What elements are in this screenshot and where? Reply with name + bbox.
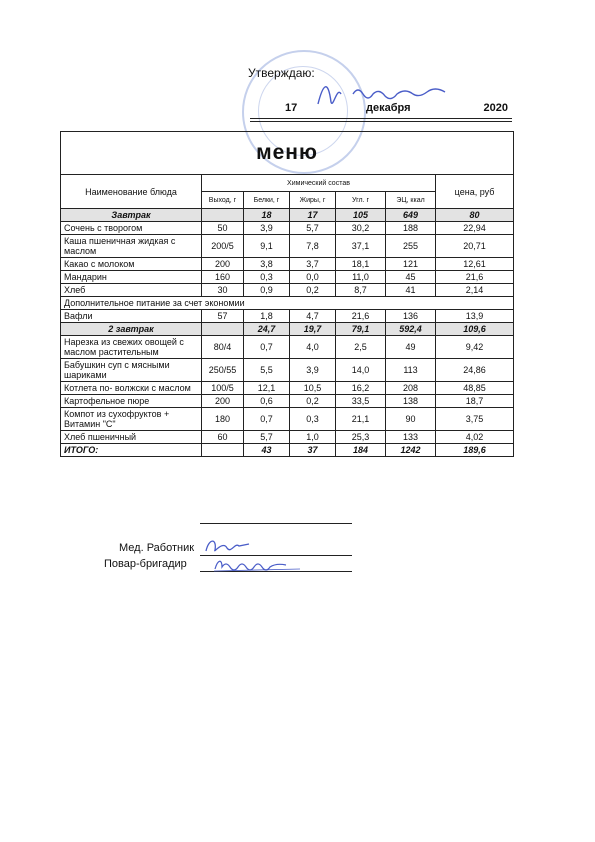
dish-energy: 121 [386,258,436,271]
dish-price: 21,6 [436,271,514,284]
header-dish: Наименование блюда [61,175,202,209]
section-carb: 105 [336,209,386,222]
dish-energy: 41 [386,284,436,297]
dish-protein: 0,7 [244,408,290,431]
dish-carb: 2,5 [336,336,386,359]
dish-fat: 0,3 [290,408,336,431]
dish-protein: 9,1 [244,235,290,258]
dish-row [61,258,514,271]
dish-name: Каша пшеничная жидкая с маслом [61,235,202,258]
dish-row [61,284,514,297]
date-month: декабря [366,102,411,114]
section-fat: 19,7 [290,323,336,336]
dish-energy: 45 [386,271,436,284]
dish-energy: 49 [386,336,436,359]
dish-yield: 180 [202,408,244,431]
dish-yield: 200/5 [202,235,244,258]
section-yield [202,209,244,222]
dish-name: Бабушкин суп с мясными шариками [61,359,202,382]
approval-underline [250,121,512,122]
dish-yield: 60 [202,431,244,444]
total-row [61,444,514,457]
section-protein: 18 [244,209,290,222]
extra-label: Дополнительное питание за счет экономии [61,297,514,310]
header-carb: Угл. г [336,192,386,209]
dish-fat: 3,7 [290,258,336,271]
dish-carb: 16,2 [336,382,386,395]
dish-name: Вафли [61,310,202,323]
chef-signature [212,557,302,573]
dish-price: 24,86 [436,359,514,382]
dish-energy: 255 [386,235,436,258]
dish-fat: 5,7 [290,222,336,235]
dish-price: 20,71 [436,235,514,258]
section-energy: 649 [386,209,436,222]
dish-row [61,395,514,408]
dish-row [61,235,514,258]
dish-yield: 200 [202,395,244,408]
dish-row [61,310,514,323]
dish-price: 2,14 [436,284,514,297]
dish-row [61,431,514,444]
dish-protein: 0,7 [244,336,290,359]
breakfast-section-row [61,209,514,222]
dish-protein: 0,3 [244,271,290,284]
dish-yield: 30 [202,284,244,297]
section-label: 2 завтрак [61,323,202,336]
dish-fat: 0,2 [290,395,336,408]
dish-protein: 5,5 [244,359,290,382]
header-yield: Выход, г [202,192,244,209]
dish-carb: 14,0 [336,359,386,382]
dish-energy: 208 [386,382,436,395]
signature-line-top [200,523,352,524]
total-yield [202,444,244,457]
dish-yield: 80/4 [202,336,244,359]
dish-price: 12,61 [436,258,514,271]
dish-name: Мандарин [61,271,202,284]
dish-fat: 4,7 [290,310,336,323]
dish-price: 48,85 [436,382,514,395]
dish-carb: 25,3 [336,431,386,444]
dish-name: Хлеб [61,284,202,297]
dish-energy: 113 [386,359,436,382]
dish-protein: 5,7 [244,431,290,444]
dish-fat: 4,0 [290,336,336,359]
dish-name: Нарезка из свежих овощей с маслом растительным [61,336,202,359]
dish-yield: 100/5 [202,382,244,395]
dish-energy: 90 [386,408,436,431]
dish-name: Хлеб пшеничный [61,431,202,444]
dish-protein: 3,9 [244,222,290,235]
dish-yield: 250/55 [202,359,244,382]
dish-name: Какао с молоком [61,258,202,271]
total-carb: 184 [336,444,386,457]
approval-date [250,100,512,119]
dish-row [61,336,514,359]
dish-energy: 136 [386,310,436,323]
header-fat: Жиры, г [290,192,336,209]
dish-price: 9,42 [436,336,514,359]
total-label: ИТОГО: [61,444,202,457]
dish-energy: 133 [386,431,436,444]
total-protein: 43 [244,444,290,457]
header-energy: ЭЦ, ккал [386,192,436,209]
dish-yield: 160 [202,271,244,284]
total-price: 189,6 [436,444,514,457]
dish-yield: 57 [202,310,244,323]
dish-carb: 18,1 [336,258,386,271]
dish-name: Компот из сухофруктов + Витамин "С" [61,408,202,431]
dish-fat: 10,5 [290,382,336,395]
section-carb: 79,1 [336,323,386,336]
dish-fat: 3,9 [290,359,336,382]
section-energy: 592,4 [386,323,436,336]
total-energy: 1242 [386,444,436,457]
dish-energy: 138 [386,395,436,408]
second-breakfast-section-row [61,323,514,336]
dish-protein: 0,6 [244,395,290,408]
dish-price: 22,94 [436,222,514,235]
approval-label: Утверждаю: [248,66,315,80]
dish-row [61,271,514,284]
header-protein: Белки, г [244,192,290,209]
dish-name: Сочень с творогом [61,222,202,235]
dish-protein: 1,8 [244,310,290,323]
dish-fat: 1,0 [290,431,336,444]
dish-carb: 11,0 [336,271,386,284]
dish-carb: 8,7 [336,284,386,297]
dish-row [61,382,514,395]
dish-row [61,408,514,431]
section-price: 80 [436,209,514,222]
dish-price: 4,02 [436,431,514,444]
dish-protein: 3,8 [244,258,290,271]
dish-name: Котлета по- волжски с маслом [61,382,202,395]
dish-yield: 50 [202,222,244,235]
med-worker-label: Мед. Работник [119,542,195,554]
menu-title: меню [61,132,514,175]
date-year: 2020 [483,102,508,114]
med-signature [203,536,253,556]
dish-row [61,222,514,235]
header-price: цена, руб [436,175,514,209]
dish-name: Картофельное пюре [61,395,202,408]
section-yield [202,323,244,336]
dish-fat: 7,8 [290,235,336,258]
date-day: 17 [285,102,298,114]
section-fat: 17 [290,209,336,222]
dish-row [61,359,514,382]
dish-fat: 0,2 [290,284,336,297]
extra-section-row [61,297,514,310]
dish-price: 3,75 [436,408,514,431]
header-chem: Химический состав [202,175,436,192]
section-label: Завтрак [61,209,202,222]
dish-price: 13,9 [436,310,514,323]
dish-carb: 37,1 [336,235,386,258]
dish-fat: 0,0 [290,271,336,284]
dish-protein: 12,1 [244,382,290,395]
dish-carb: 21,6 [336,310,386,323]
dish-energy: 188 [386,222,436,235]
section-price: 109,6 [436,323,514,336]
dish-carb: 30,2 [336,222,386,235]
menu-table [60,131,514,457]
section-protein: 24,7 [244,323,290,336]
chef-label: Повар-бригадир [104,558,187,570]
dish-carb: 21,1 [336,408,386,431]
dish-price: 18,7 [436,395,514,408]
dish-carb: 33,5 [336,395,386,408]
dish-protein: 0,9 [244,284,290,297]
dish-yield: 200 [202,258,244,271]
total-fat: 37 [290,444,336,457]
